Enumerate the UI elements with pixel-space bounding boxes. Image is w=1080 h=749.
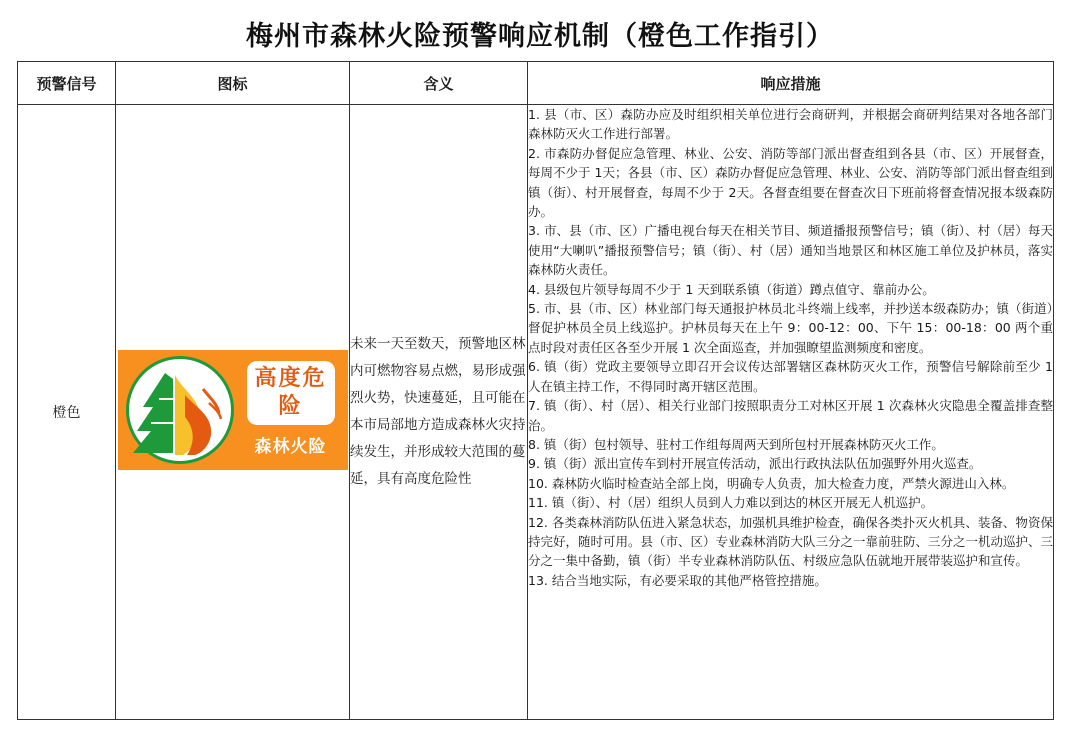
measure-item: 12. 各类森林消防队伍进入紧急状态，加强机具维护检查，确保各类扑灭火机具、装备、物资保持完好，随时可用。县（市、区）专业森林消防大队三分之一靠前驻防、三分之一机动巡护、三分之一集中备勤，镇（街）半专业森林消防队伍、村级应急队伍就地开展带装巡护和宣传。: [528, 514, 1054, 569]
warning-table: [17, 61, 1054, 720]
measure-item: 10. 森林防火临时检查站全部上岗，明确专人负责，加大检查力度，严禁火源进山入林。: [528, 475, 1015, 491]
tree-flame-emblem-icon: [126, 356, 234, 464]
measure-item: 8. 镇（街）包村领导、驻村工作组每周两天到所包村开展森林防灭火工作。: [528, 436, 944, 452]
measure-item: 13. 结合当地实际，有必要采取的其他严格管控措施。: [528, 572, 827, 588]
measure-item: 4. 县级包片领导每周不少于 1 天到联系镇（街道）蹲点值守、靠前办公。: [528, 281, 935, 297]
measure-item: 5. 市、县（市、区）林业部门每天通报护林员北斗终端上线率，并抄送本级森防办；镇（街道）督促护林员全员上线巡护。护林员每天在上午 9：00-12：00、下午 15：00-18：00 两个重点时段对责任区各至少开展 1 次全面巡查，并加强瞭望监测频度和密度。: [528, 301, 1053, 355]
forest-fire-warning-icon: [118, 350, 348, 470]
column-header-measures: 响应措施: [528, 62, 1054, 105]
column-header-meaning: 含义: [350, 62, 528, 105]
icon-cell: [116, 105, 350, 720]
column-header-icon: 图标: [116, 62, 350, 105]
measure-item: 11. 镇（街）、村（居）组织人员到人力难以到达的林区开展无人机巡护。: [528, 495, 934, 511]
measure-item: 7. 镇（街）、村（居）、相关行业部门按照职责分工对林区开展 1 次森林火灾隐患全覆盖排查整治。: [528, 398, 1053, 433]
document-title: 梅州市森林火险预警响应机制（橙色工作指引）: [246, 21, 834, 52]
measure-item: 2. 市森防办督促应急管理、林业、公安、消防等部门派出督查组到各县（市、区）开展督查，每周不少于 1天；各县（市、区）森防办督促应急管理、林业、公安、消防等部门派出督查组到镇（街）、村开展督查，每周不少于 2天。各督查组要在督查次日下班前将督查情况报本级森防办。: [528, 145, 1053, 220]
danger-level-text: 高度危险: [254, 366, 327, 419]
measure-item: 1. 县（市、区）森防办应及时组织相关单位进行会商研判，并根据会商研判结果对各地各部门森林防灭火工作进行部署。: [528, 107, 1053, 142]
table-row: [18, 105, 1054, 720]
meaning-cell: 未来一天至数天，预警地区林内可燃物容易点燃，易形成强烈火势，快速蔓延，且可能在本市局部地方造成森林火灾持续发生，并形成较大范围的蔓延，具有高度危险性: [350, 105, 528, 720]
forest-fire-brand-text: 森林火险: [254, 437, 327, 457]
column-header-signal: 预警信号: [18, 62, 116, 105]
measure-item: 6. 镇（街）党政主要领导立即召开会议传达部署辖区森林防灭火工作，预警信号解除前至少 1 人在镇主持工作，不得同时离开辖区范围。: [528, 359, 1053, 394]
measure-item: 9. 镇（街）派出宣传车到村开展宣传活动，派出行政执法队伍加强野外用火巡查。: [528, 456, 982, 472]
measures-cell: [528, 105, 1054, 720]
danger-level-label: [247, 361, 335, 425]
measure-item: 3. 市、县（市、区）广播电视台每天在相关节目、频道播报预警信号；镇（街）、村（居）每天使用“大喇叭”播报预警信号；镇（街）、村（居）通知当地景区和林区施工单位及护林员，落实森林防火责任。: [528, 223, 1053, 278]
table-header-row: [18, 62, 1054, 105]
signal-cell: 橙色: [18, 105, 116, 720]
